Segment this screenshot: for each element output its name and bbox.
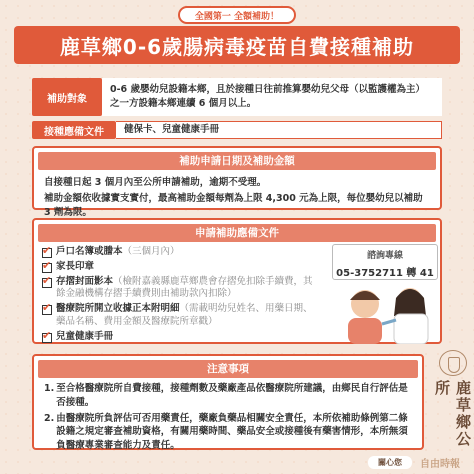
notices-heading: 注意事項 xyxy=(38,360,418,378)
list-item: ✔ 戶口名簿或謄本（三個月內） xyxy=(42,246,316,259)
subsidy-target-row xyxy=(32,78,442,116)
footer-tag: 關心您 xyxy=(368,456,412,469)
checkbox-icon xyxy=(42,263,52,273)
notices-list xyxy=(34,382,422,453)
top-banner: 全國第一 全額補助！ xyxy=(178,6,296,24)
required-docs-list xyxy=(34,246,324,344)
vaccination-illustration xyxy=(330,282,440,344)
checkbox-icon xyxy=(42,278,52,288)
township-name: 鹿草鄉公所 xyxy=(433,380,472,449)
subsidy-target-label: 補助對象 xyxy=(32,78,102,116)
list-item: ✔ 兒童健康手冊 xyxy=(42,331,316,344)
list-item: ✔ 家長印章 xyxy=(42,261,316,274)
checkbox-icon xyxy=(42,248,52,258)
application-period-card xyxy=(32,146,442,218)
township-seal xyxy=(433,350,472,460)
subsidy-target-text: 0-6 歲嬰幼兒設籍本鄉，且於接種日往前推算嬰幼兒父母（以監護權為主）之一方設籍本鄉連續 6 個月以上。 xyxy=(102,78,442,116)
consult-hotline xyxy=(332,244,438,280)
application-period-line2: 補助金額依收據實支實付，最高補助金額每劑為上限 4,300 元為上限，每位嬰幼兒以補助 3 劑為限。 xyxy=(44,192,423,218)
documents-label: 接種應備文件 xyxy=(32,121,116,139)
page-title: 鹿草鄉0-6歲腸病毒疫苗自費接種補助 xyxy=(14,26,460,64)
checkbox-icon xyxy=(42,333,52,343)
list-item: 2. 由醫療院所負評估可否用藥責任，藥廠負藥品相關安全責任，本所依補助條例第二條設籍之規定審查補助資格，有關用藥時間、藥品安全或接種後有藥害情形，本所無須負醫療專業審查能力及責任。 xyxy=(44,412,408,452)
consult-title: 諮詢專線 xyxy=(366,251,403,261)
application-period-line1: 自接種日起 3 個月內至公所申請補助，逾期不受理。 xyxy=(44,177,267,188)
watermark: 自由時報 xyxy=(420,459,460,470)
doctor-hair xyxy=(394,289,426,316)
documents-text: 健保卡、兒童健康手冊 xyxy=(116,121,442,139)
township-logo-icon xyxy=(439,350,467,376)
child-hair xyxy=(350,291,380,300)
application-period-heading: 補助申請日期及補助金額 xyxy=(38,152,436,170)
consult-phone: 05-3752711 轉 41 xyxy=(336,268,434,279)
list-item: ✔ 醫療院所開立收據正本附明細（需載明幼兒姓名、用藥日期、藥品名稱、費用金額及醫療院所章戳） xyxy=(42,303,316,329)
required-docs-heading: 申請補助應備文件 xyxy=(38,224,436,242)
child-body xyxy=(348,318,382,344)
list-item: ✔ 存摺封面影本（檢附嘉義縣鹿草鄉農會存摺免扣除手續費，其餘金融機構存摺手續費則由補助款內扣除） xyxy=(42,276,316,302)
notices-card xyxy=(32,354,424,450)
list-item: 1. 至合格醫療院所自費接種，接種劑數及藥廠產品依醫療院所建議，由鄉民自行評估是否接種。 xyxy=(44,383,408,408)
checkbox-icon xyxy=(42,305,52,315)
doctor-coat xyxy=(394,314,428,344)
documents-row xyxy=(32,121,442,139)
